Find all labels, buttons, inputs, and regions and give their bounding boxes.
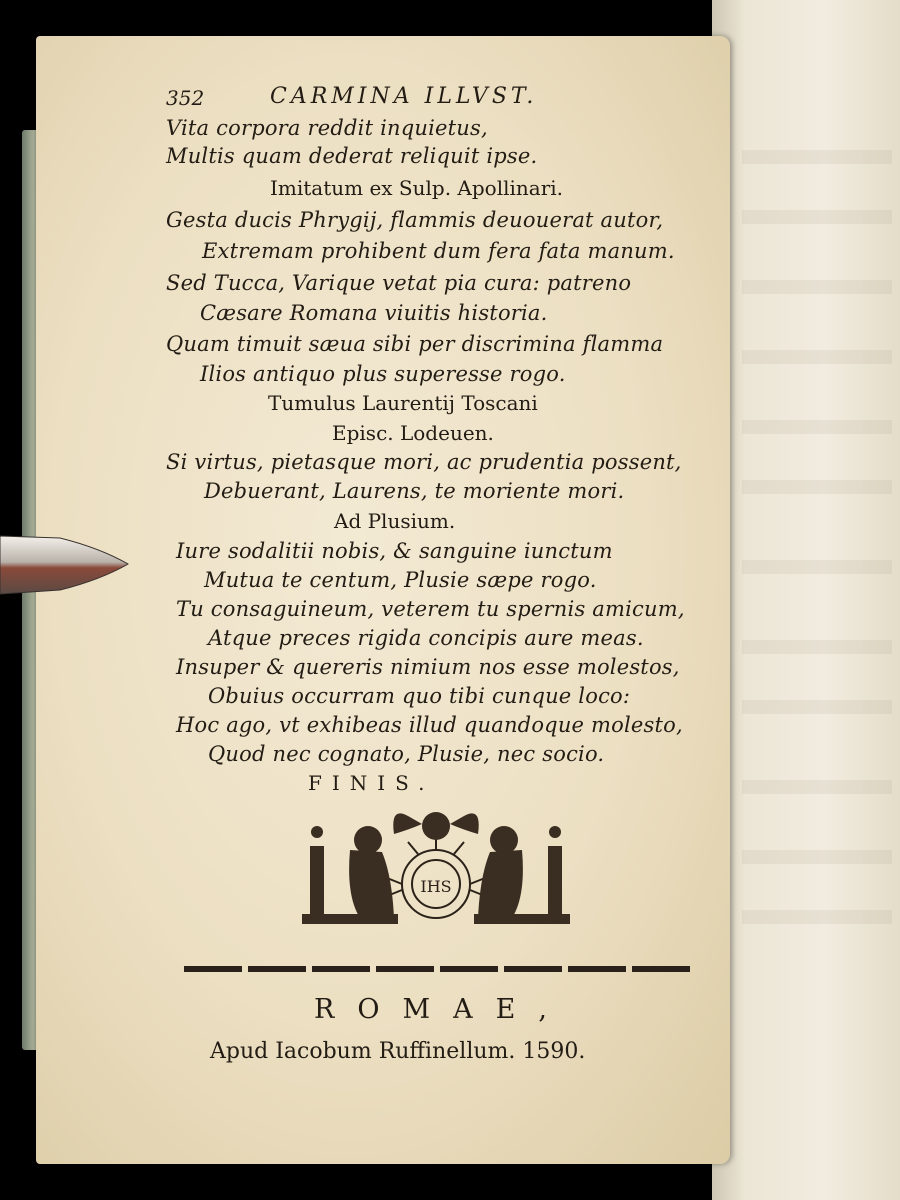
verse-line: Quam timuit sæua sibi per discrimina flamma [166, 332, 664, 356]
divider-rule [184, 966, 690, 972]
verse-line: Atque preces rigida concipis aure meas. [208, 626, 644, 650]
verse-line: Gesta ducis Phrygij, flammis deuouerat autor, [166, 208, 664, 232]
verse-line: Vita corpora reddit inquietus, [166, 116, 488, 140]
section-heading: Tumulus Laurentij Toscani [268, 391, 538, 415]
verse-line: Tu consaguineum, veterem tu spernis amicum, [176, 597, 685, 621]
page-number: 352 [166, 86, 205, 110]
verse-line: Obuius occurram quo tibi cunque loco: [208, 684, 631, 708]
imprint-city: ROMAE, [314, 994, 570, 1025]
ihs-monogram: IHS [420, 877, 452, 896]
verse-line: Hoc ago, vt exhibeas illud quandoque molesto, [176, 713, 683, 737]
verse-line: Sed Tucca, Varique vetat pia cura: patreno [166, 271, 632, 295]
imprint-line: Apud Iacobum Ruffinellum. 1590. [210, 1039, 586, 1064]
verse-line: Extremam prohibent dum fera fata manum. [202, 239, 675, 263]
verse-line: Cæsare Romana viuitis historia. [200, 301, 548, 325]
verse-line: Si virtus, pietasque mori, ac prudentia possent, [166, 450, 682, 474]
metal-pointer [0, 530, 130, 600]
section-heading: Episc. Lodeuen. [332, 421, 494, 445]
book-page [36, 36, 730, 1164]
finis-text: FINIS. [308, 771, 435, 795]
section-heading: Imitatum ex Sulp. Apollinari. [270, 176, 564, 200]
woodcut-ornament [298, 806, 574, 932]
running-title: CARMINA ILLVST. [270, 84, 538, 109]
verse-line: Ilios antiquo plus superesse rogo. [200, 362, 566, 386]
verse-line: Iure sodalitii nobis, & sanguine iunctum [176, 539, 613, 563]
verse-line: Insuper & quereris nimium nos esse molestos, [176, 655, 680, 679]
verse-line: Debuerant, Laurens, te moriente mori. [204, 479, 625, 503]
facing-page [712, 0, 900, 1200]
section-heading: Ad Plusium. [334, 509, 456, 533]
verse-line: Mutua te centum, Plusie sæpe rogo. [204, 568, 597, 592]
verse-line: Multis quam dederat reliquit ipse. [166, 144, 538, 168]
verse-line: Quod nec cognato, Plusie, nec socio. [208, 742, 605, 766]
